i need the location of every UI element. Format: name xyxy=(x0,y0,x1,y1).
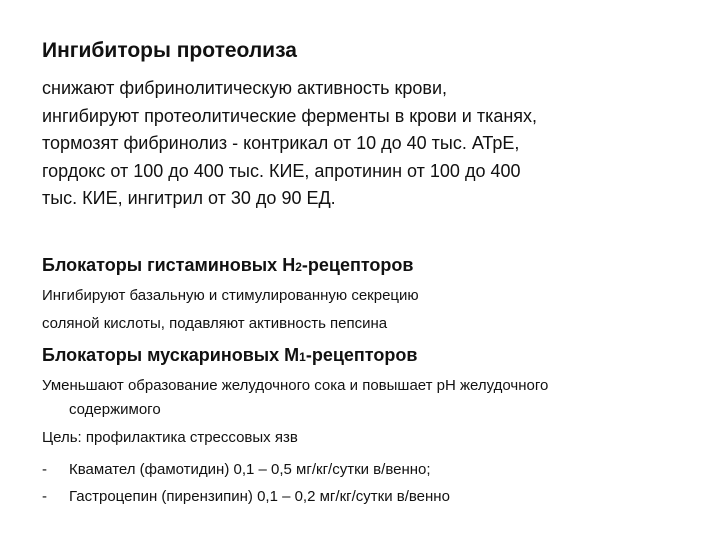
heading-subscript: 1 xyxy=(299,350,306,364)
goal-line: Цель: профилактика стрессовых язв xyxy=(42,429,298,446)
heading-text: Блокаторы гистаминовых Н xyxy=(42,255,296,275)
paragraph-line: тыс. КИЕ, ингитрил от 30 до 90 ЕД. xyxy=(42,188,336,208)
paragraph-line: гордокс от 100 до 400 тыс. КИЕ, апротинин от 100 до 400 xyxy=(42,160,521,181)
proteolysis-paragraph xyxy=(42,75,682,213)
m1-description-continuation: содержимого xyxy=(69,401,161,418)
h2-description-line: соляной кислоты, подавляют активность пепсина xyxy=(42,315,388,332)
heading-suffix: -рецепторов xyxy=(305,345,418,365)
bullet-mark: - xyxy=(42,488,47,505)
h2-description-line: Ингибируют базальную и стимулированную секрецию xyxy=(42,287,419,304)
heading-subscript: 2 xyxy=(295,260,302,274)
paragraph-line: тормозят фибринолиз - контрикал от 10 до 40 тыс. АТрЕ, xyxy=(42,133,520,153)
paragraph-line: снижают фибринолитическую активность крови, xyxy=(42,78,448,98)
paragraph-line: ингибируют протеолитические ферменты в крови и тканях, xyxy=(42,105,538,126)
bullet-item xyxy=(42,488,450,506)
bullet-mark: - xyxy=(42,461,47,478)
bullet-item xyxy=(42,461,431,479)
bullet-text: Гастроцепин (пирензипин) 0,1 – 0,2 мг/кг/сутки в/венно xyxy=(69,488,450,505)
m1-description-line: Уменьшают образование желудочного сока и повышает рН желудочного xyxy=(42,377,549,394)
m1-blockers-heading xyxy=(42,344,417,368)
heading-suffix: -рецепторов xyxy=(301,255,414,275)
h2-blockers-heading xyxy=(42,254,413,278)
heading-text: Блокаторы мускариновых М xyxy=(42,345,300,365)
slide-title: Ингибиторы протеолиза xyxy=(42,39,297,62)
bullet-text: Квамател (фамотидин) 0,1 – 0,5 мг/кг/сутки в/венно; xyxy=(69,461,431,478)
